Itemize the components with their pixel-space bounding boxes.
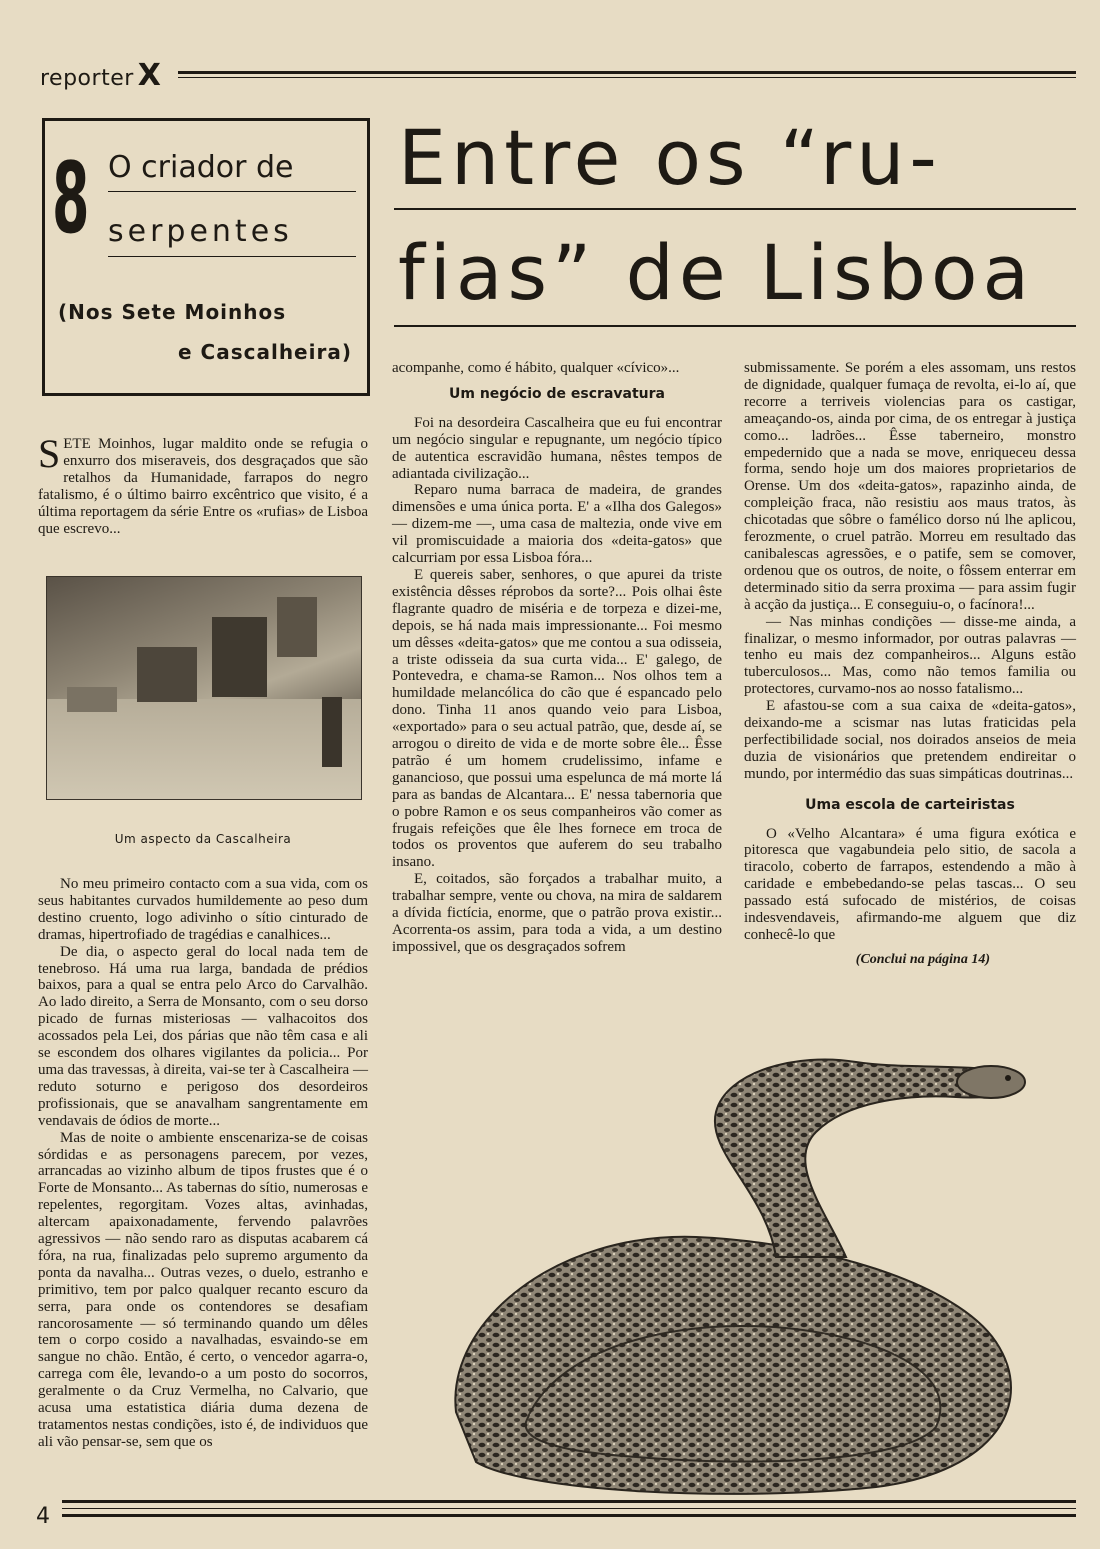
masthead-name: reporter — [40, 66, 134, 91]
photo-caption: Um aspecto da Cascalheira — [114, 832, 292, 846]
paragraph: E, coitados, são forçados a trabalhar muito, a trabalhar sempre, vente ou chova, na mira de saldarem a dívida fictícia, enorme, que o patrão prova existir... Acorrenta-os assim, para toda a vida, a um destino impossivel, que os desgraçados sofrem — [392, 871, 722, 955]
column-1-intro — [38, 431, 368, 537]
paragraph: De dia, o aspecto geral do local nada tem de tenebroso. Há uma rua larga, bandada de prédios baixos, para a qual se entra pelo Arco do Carvalhão. Ao lado direito, a Serra de Monsanto, com o seu dorso picado de furnas misteriosas — valhacoitos dos acossados pela Lei, dos párias que não têm casa e ali se escondem dos olhares vigilantes da policia... Por uma das travessas, à direita, vai-se ter à Cascalheira — reduto soturno e perigoso dos desordeiros profissionais, que se anavalham sangrentamente em vendavais de ódios de morte... — [38, 943, 368, 1129]
paragraph: acompanhe, como é hábito, qualquer «cívico»... — [392, 360, 680, 376]
footer-rule-2 — [62, 1508, 1076, 1509]
headline-line2: fias” de Lisboa — [398, 228, 1035, 317]
column-3 — [744, 360, 1076, 969]
paragraph: No meu primeiro contacto com a sua vida, com os seus habitantes curvados humildemente ao peso dum destino cruento, logo adivinho o sítio cinturado de dramas, hipertrofiado de tragédias e canalhices... — [38, 876, 368, 943]
masthead-mark: X — [137, 58, 162, 93]
subhead-carteiristas: Uma escola de carteiristas — [805, 796, 1015, 813]
masthead-rule-thin — [178, 77, 1076, 78]
series-title-line1: O criador de — [108, 150, 294, 185]
headline-line1: Entre os “ru- — [398, 113, 942, 202]
series-title-rule — [108, 191, 356, 192]
paragraph: O «Velho Alcantara» é uma figura exótica e pitoresca que vagabundeia pelo sitio, de sacola a tiracolo, coberto de farrapos, estendendo a mão à caridade e embebedando-se pelas tascas... O seu passado está sufocado de mistérios, de coisas indesvendaveis, afirmando-me alguem que diz conhecê-lo que — [744, 825, 1076, 943]
series-title-line2: serpentes — [108, 214, 293, 249]
paragraph: submissamente. Se porém a eles assomam, uns restos de dignidade, qualquer fumaça de revolta, ei-lo aí, que recorre a terriveis violencias para os castigar, ameaçando-os, ainda por cima, de os entregar à justiça como... ladrões... Êsse taberneiro, monstro empedernido que a nada se move, enriqueceu dessa forma, sendo hoje um dos maiores proprietarios de Orense. Um dos «deita-gatos», rapazinho ainda, de compleição fraca, não resistiu aos maus tratos, às chicotadas que sôbre o famélico dorso nú lhe aplicou, ferozmente, o cruel patrão. Morreu em resultado das canibalescas agressões, e o patife, sem se comover, ordenou que os outros, de noite, o fôssem enterrar em determinado sitio da serra proxima — para assim fugir à acção da justiça... E conseguiu-o, o facínora!... — [744, 360, 1076, 613]
cascalheira-photo — [46, 576, 362, 800]
continued-note: (Conclui na página 14) — [855, 951, 990, 967]
footer-rule — [62, 1500, 1076, 1503]
dropcap: S — [38, 431, 61, 476]
snake-illustration — [436, 1042, 1076, 1496]
masthead-rule — [178, 71, 1076, 74]
subhead-escravatura: Um negócio de escravatura — [449, 385, 665, 402]
footer-rule-3 — [62, 1514, 1076, 1517]
series-subtitle-line2: e Cascalheira) — [178, 340, 352, 364]
series-subtitle-line1: (Nos Sete Moinhos — [58, 300, 287, 324]
paragraph: — Nas minhas condições — disse-me ainda, a finalizar, o mesmo informador, por outras palavras — tenho eu mais dez companheiros... Alguns estão tuberculosos... Mas, como não temos familia ou protectores, curvamo-nos ao nosso fatalismo... — [744, 613, 1076, 698]
column-1-body — [38, 876, 368, 1451]
page-number: 4 — [36, 1504, 50, 1529]
paragraph: Foi na desordeira Cascalheira que eu fui encontrar um negócio singular e repugnante, um negócio típico de autentica escravidão humana, nêstes tempos de adiantada civilização... — [392, 414, 722, 482]
intro-paragraph: SETE Moinhos, lugar maldito onde se refugia o enxurro dos miseraveis, dos desgraçados que são retalhos da Humanidade, farrapos do negro fatalismo, é o último bairro excêntrico que visito, é a última reportagem da série Entre os «rufias» de Lisboa que escrevo... — [38, 431, 368, 537]
series-title-rule2 — [108, 256, 356, 257]
headline-rule — [394, 208, 1076, 210]
paragraph: E afastou-se com a sua caixa de «deita-gatos», deixando-me a scismar nas lutas fraticidas pela perfectibilidade social, nos doirados anseios de meia duzia de visionários que pretendem endireitar o mundo, por intermédio das suas simpáticas doutrinas... — [744, 698, 1076, 782]
column-2 — [392, 360, 722, 956]
paragraph: Mas de noite o ambiente enscenariza-se de coisas sórdidas e as personagens parecem, por vezes, arrancadas ao vizinho album de tipos frustes que é o Forte de Monsanto... As tabernas do sítio, numerosas e repelentes, regorgitam. Vozes altas, avinhadas, altercam apaixonadamente, fervendo palavrões agressivos — não sendo raro as disputas acabarem cá fóra, na rua, finalizadas pelo supremo argumento da ponta da navalha... Outras vezes, o duelo, estranho e primitivo, tem por palco qualquer recanto escuro da serra, para onde os contendores se desafiam rancorosamente — só terminando quando um dêles tem o corpo cosido a navalhadas, esvaindo-se em sangue no chão. Então, é certo, o vencedor agarra-o, carrega com êle, levando-o a um posto do socorros, geralmente o da Cruz Vermelha, no Calvario, que acusa uma estatistica diária duma dezena de tratamentos nestas condições, isto é, de individuos que ali vão pensar-se, sem que os — [38, 1129, 368, 1450]
paragraph: E quereis saber, senhores, o que apurei da triste existência dêsses réprobos da sorte?... Pois olhai êste flagrante quadro de miséria e de torpeza e dizei-me, depois, se há nada mais impressionante... Foi mesmo um dêsses «deita-gatos» que me contou a sua odisseia, a triste odisseia da sua curta vida... E' galego, de Pontevedra, e chama-se Ramon... Nos olhos tem a humildade melancólica do cão que é espancado pelo dono. Tinha 11 anos quando veio para Lisboa, «exportado» para o seu actual patrão, que, desde aí, se arrogou o direito de vida e de morte sobre êle... Êsse patrão é um homem crudelissimo, infame e ganancioso, que possui uma espelunca de má morte lá para as bandas de Alcantara... E' nessa tabernoria que o pobre Ramon e os seus companheiros vão comer as frugais refeições que êle lhes fornece em troca de todos os proventos que auferem do seu trabalho insano. — [392, 566, 722, 871]
series-number: 8 — [52, 142, 90, 256]
masthead — [40, 58, 161, 93]
headline-rule-bottom — [394, 325, 1076, 327]
paragraph: Reparo numa barraca de madeira, de grandes dimensões e uma única porta. E' a «Ilha dos Galegos» — dizem-me —, uma casa de maltezia, onde vive em vil promiscuidade a maioria dos «deita-gatos» que calcurriam por essa Lisboa fóra... — [392, 482, 722, 567]
